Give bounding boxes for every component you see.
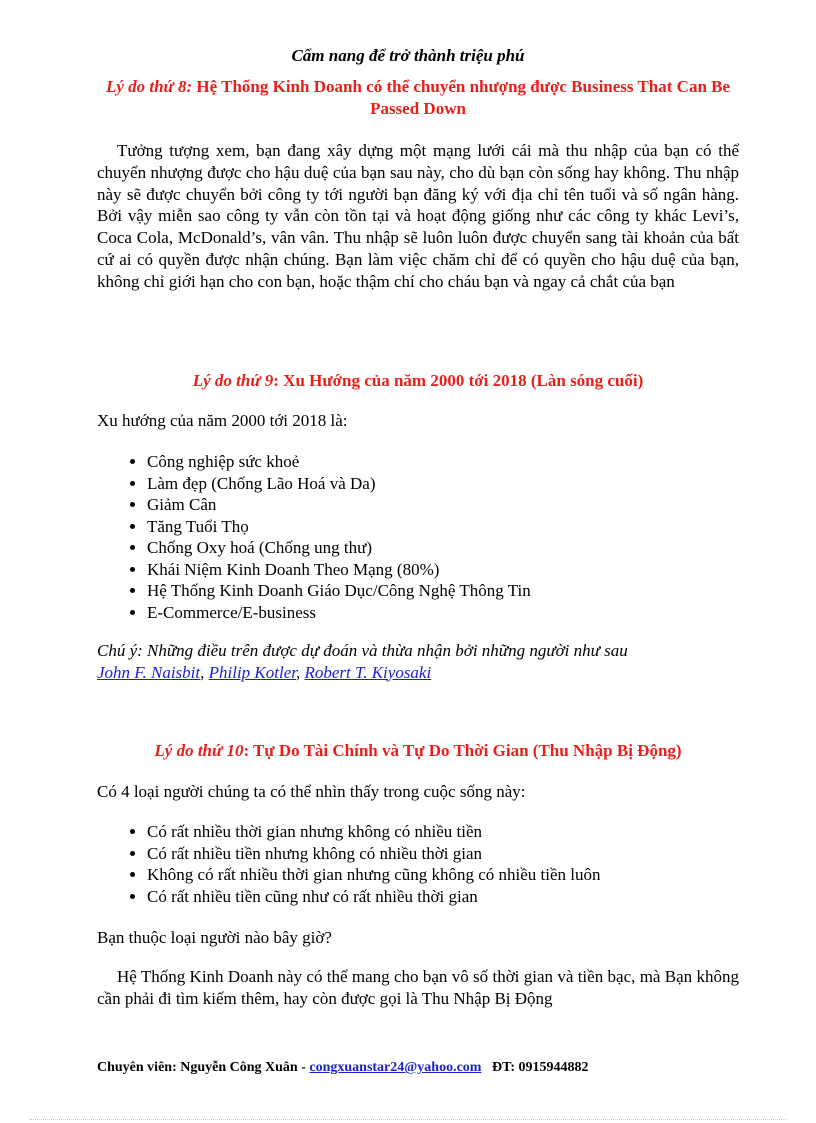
section-10 <box>97 740 739 762</box>
section-10-intro-wrap <box>97 781 739 803</box>
author-separator: , <box>200 662 209 682</box>
section-8-body-wrap <box>97 140 739 293</box>
author-links <box>97 662 739 684</box>
list-item: • Giảm Cân <box>147 494 739 516</box>
section-8-heading <box>97 76 739 119</box>
section-8-body: Tưởng tượng xem, bạn đang xây dựng một mạng lưới cái mà thu nhập của bạn có thể chuyển nhượng được cho hậu duệ của bạn sau này, cho dù bạn còn sống hay không. Thu nhập này sẽ được chuyển bởi công ty tới người bạn đăng ký với địa chỉ tên tuổi và số ngân hàng. Bởi vậy miễn sao công ty vẫn còn tồn tại và hoạt động giống như các công ty khác Levi’s, Coca Cola, McDonald’s, vân vân. Thu nhập sẽ luôn luôn được chuyển sang tài khoản của bất cứ ai có quyền được nhận chúng. Bạn làm việc chăm chỉ để có quyền cho hậu duệ của bạn, không chỉ giới hạn cho con bạn, hoặc thậm chí cho cháu bạn và ngay cả chắt của bạn <box>97 141 739 291</box>
list-item: • Tăng Tuổi Thọ <box>147 516 739 538</box>
list-item: • Có rất nhiều thời gian nhưng không có nhiều tiền <box>147 821 739 843</box>
section-9-note-wrap <box>97 640 739 683</box>
list-item: • Khái Niệm Kinh Doanh Theo Mạng (80%) <box>147 559 739 581</box>
section-10-list <box>97 821 739 907</box>
section-9-title: : Xu Hướng của năm 2000 tới 2018 (Làn sóng cuối) <box>273 371 644 390</box>
author-link-kiyosaki[interactable]: Robert T. Kiyosaki <box>304 662 432 682</box>
section-10-closing-wrap <box>97 966 739 1009</box>
page-header-title: Cẩm nang để trở thành triệu phú <box>291 46 525 65</box>
section-9-intro-wrap <box>97 410 739 432</box>
list-item: • Làm đẹp (Chống Lão Hoá và Da) <box>147 473 739 495</box>
section-9-note: Chú ý: Những điều trên được dự đoán và thừa nhận bởi những người như sau <box>97 641 628 660</box>
author-separator: , <box>296 662 305 682</box>
list-item: • Công nghiệp sức khoẻ <box>147 451 739 473</box>
section-9 <box>97 370 739 392</box>
section-10-closing: Hệ Thống Kinh Doanh này có thể mang cho bạn vô số thời gian và tiền bạc, mà Bạn không cần phải đi tìm kiếm thêm, hay còn được gọi là Thu Nhập Bị Động <box>97 967 739 1008</box>
section-10-question: Bạn thuộc loại người nào bây giờ? <box>97 928 332 947</box>
list-item: • Có rất nhiều tiền nhưng không có nhiều thời gian <box>147 843 739 865</box>
section-10-intro: Có 4 loại người chúng ta có thể nhìn thấy trong cuộc sống này: <box>97 782 526 801</box>
section-9-lead: Lý do thứ 9 <box>192 371 274 390</box>
section-8 <box>97 76 739 119</box>
section-9-intro: Xu hướng của năm 2000 tới 2018 là: <box>97 411 348 430</box>
footer-author: Chuyên viên: Nguyễn Công Xuân - <box>97 1060 310 1075</box>
section-9-list <box>97 451 739 623</box>
list-item: • Không có rất nhiều thời gian nhưng cũng không có nhiều tiền luôn <box>147 864 739 886</box>
section-10-list-wrap <box>97 821 739 907</box>
author-link-kotler[interactable]: Philip Kotler <box>208 662 296 682</box>
section-10-title: : Tự Do Tài Chính và Tự Do Thời Gian (Thu Nhập Bị Động) <box>243 741 682 760</box>
list-item: • Có rất nhiều tiền cũng như có rất nhiều thời gian <box>147 886 739 908</box>
page-bottom-divider <box>30 1119 786 1120</box>
footer-email-link[interactable]: congxuanstar24@yahoo.com <box>309 1060 482 1075</box>
section-10-heading <box>97 740 739 762</box>
footer-phone: ĐT: 0915944882 <box>481 1060 589 1075</box>
section-9-list-wrap <box>97 451 739 623</box>
section-10-question-wrap <box>97 927 739 949</box>
list-item: • Hệ Thống Kinh Doanh Giáo Dục/Công Nghệ Thông Tin <box>147 580 739 602</box>
list-item: • Chống Oxy hoá (Chống ung thư) <box>147 537 739 559</box>
footer <box>97 1060 589 1076</box>
list-item: • E-Commerce/E-business <box>147 602 739 624</box>
section-8-lead: Lý do thứ 8: <box>105 77 193 96</box>
section-10-lead: Lý do thứ 10 <box>154 741 244 760</box>
section-9-heading <box>97 370 739 392</box>
section-8-title: Hệ Thống Kinh Doanh có thể chuyển nhượng được Business That Can Be Passed Down <box>192 77 731 118</box>
author-link-naisbit[interactable]: John F. Naisbit <box>97 662 201 682</box>
